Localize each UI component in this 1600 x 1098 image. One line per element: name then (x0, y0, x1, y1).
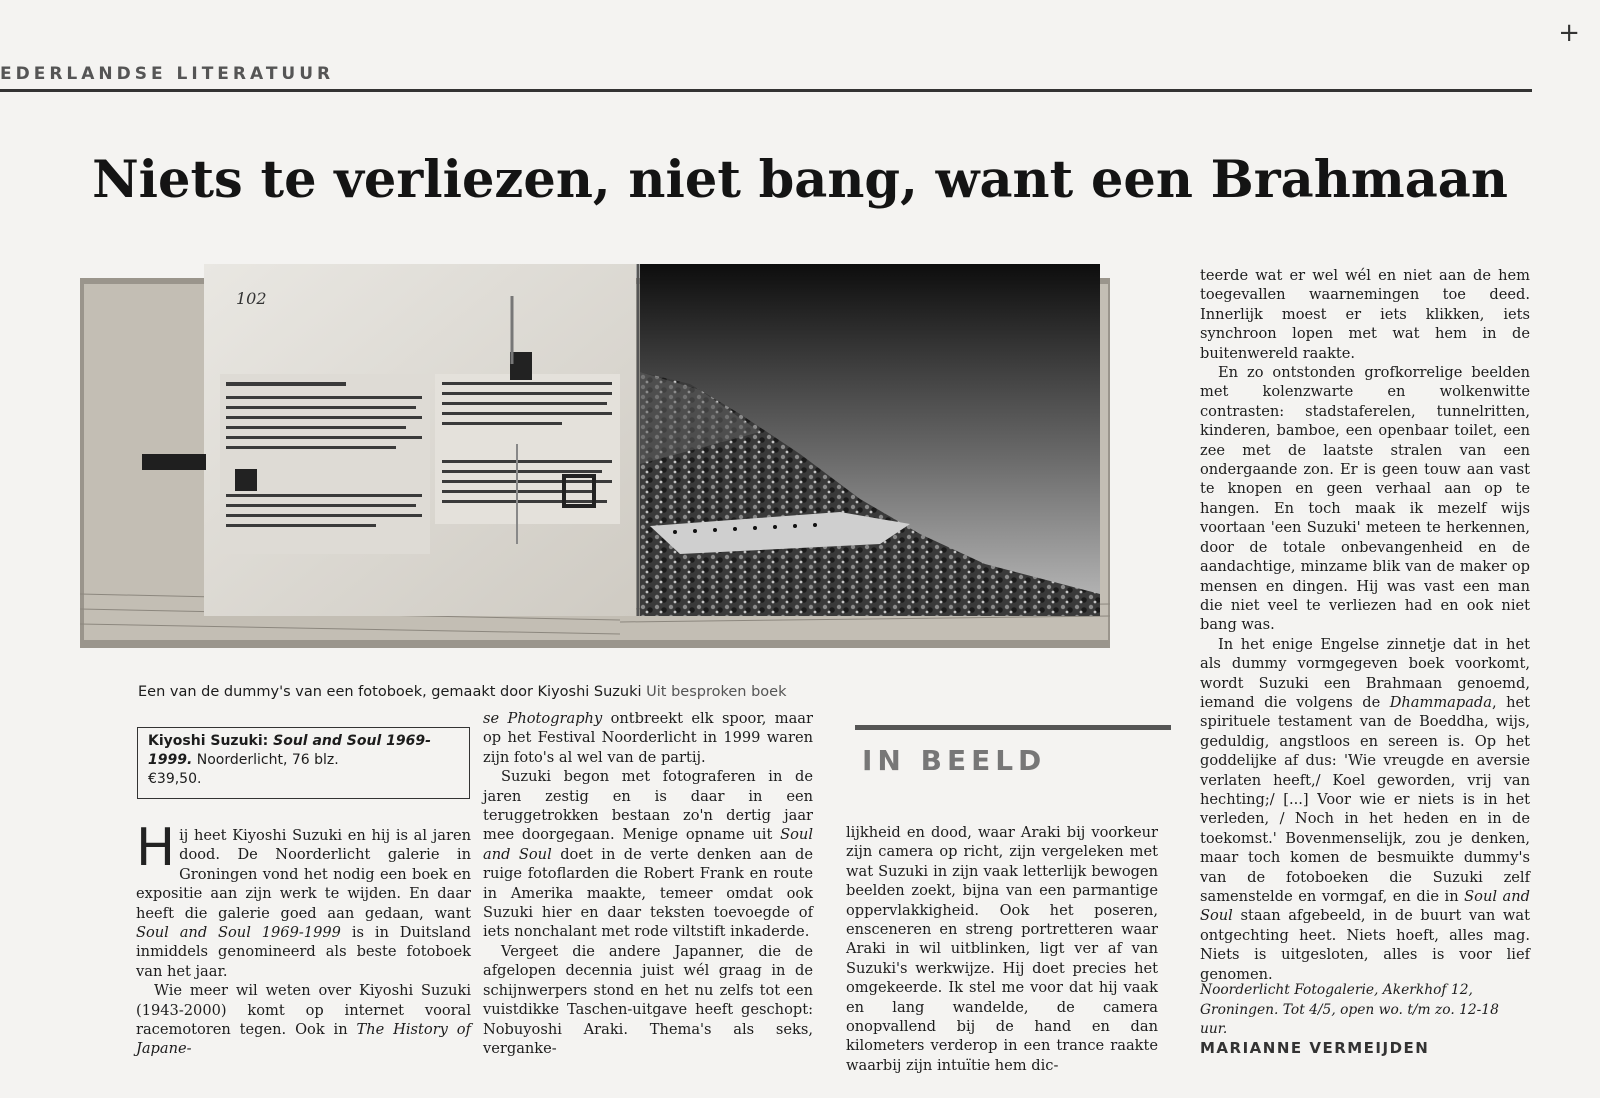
text-run: ij heet Kiyoshi Suzuki en hij is al jaren dood. De Noorderlicht galerie in Groningen vond het nodig een boek en expositie aan zijn werk te wijden. En daar heeft die galerie goed aan gedaan, want (136, 827, 471, 922)
text-run: , het spirituele testament van de Boeddha, wijs, geduldig, angstloos en sereen is. Op het goddelijke af dus: 'Wie vreugde en aversie verlaten heeft,/ Koel geworden, vrij van hechting;/ [...] Voor wie er niets is in het verleden, / Noch in het heden en in de toekomst.' Bovenmenselijk, zou je denken, maar toch komen de besmuikte dummy's van de fotoboeken die Suzuki zelf samenstelde en vormgaf, en die in (1200, 693, 1530, 905)
section-rule (0, 89, 1532, 92)
paragraph: lijkheid en dood, waar Araki bij voorkeur zijn camera op richt, zijn vergeleken met wat Suzuki in zijn vaak letterlijk bewogen beelden zoekt, bijna van een parmantige oppervlakkigheid. Ook het poseren, ensceneren en streng portretteren waar Araki in wil uitblinken, ligt ver af van Suzuki's werkwijze. Hij doet precies het omgekeerde. Ik stel me voor dat hij vaak en lang wandelde, de camera onopvallend bij de hand en dan kilometers verderop in een trance raakte waarbij zijn intuïtie hem dic- (846, 824, 1158, 1074)
headline: Niets te verliezen, niet bang, want een Brahmaan (92, 150, 1508, 210)
text-run: Soul and Soul (483, 826, 813, 863)
paragraph (136, 818, 471, 981)
text-run: Suzuki begon met fotograferen in de jaren zestig en is daar in een teruggetrokken bestaan zo'n dertig jaar mee doorgegaan. Menige opname uit (483, 768, 813, 844)
text-run: Soul and Soul 1969-1999 (136, 924, 341, 942)
book-author: Kiyoshi Suzuki: (148, 733, 274, 749)
book-price: €39,50. (148, 771, 202, 787)
paragraph: Vergeet die andere Japanner, die de afgelopen decennia juist wél graag in de schijnwerpers stond en het nu zelfs tot een vuistdikke Taschen-uitgave heeft geschopt: Nobuyoshi Araki. Thema's als seks, verganke- (483, 942, 813, 1057)
text-run: is in Duitsland inmiddels genomineerd als beste fotoboek van het jaar. (136, 924, 471, 980)
article-photo (80, 264, 1118, 650)
book-title: Soul and Soul 1969-1999. (148, 733, 431, 768)
text-run: Soul and Soul (1200, 888, 1530, 925)
in-beeld-rule (855, 725, 1171, 730)
in-beeld-label: IN BEELD (862, 744, 1047, 777)
book-details: Noorderlicht, 76 blz. (192, 752, 339, 768)
book-infobox (137, 727, 470, 799)
paragraph (483, 767, 813, 942)
article-column-3 (846, 823, 1158, 1075)
text-run: The History of Japane- (136, 1021, 471, 1058)
article-column-2 (483, 709, 813, 1058)
text-run: ontbreekt elk spoor, maar op het Festival Noorderlicht in 1999 waren zijn foto's al wel van de partij. (483, 710, 813, 766)
author-byline: MARIANNE VERMEIJDEN (1200, 1039, 1430, 1057)
text-run: se Photography (483, 710, 603, 727)
paragraph: teerde wat er wel wél en niet aan de hem toegevallen waarnemingen toe deed. Innerlijk moest er iets klikken, iets synchroon lopen met wat hem in de buitenwereld raakte. (1200, 267, 1530, 362)
section-header: EDERLANDSE LITERATUUR (0, 64, 335, 84)
text-run: staan afgebeeld, in de buurt van wat ontgechting heet. Niets hoeft, alles mag. Niets is uitgesloten, alles is voor lief genomen. (1200, 907, 1530, 983)
photo-caption (138, 684, 786, 700)
text-run: In het enige Engelse zinnetje dat in het als dummy vormgegeven boek voorkomt, wordt Suzuki een Brahmaan genoemd, iemand die volgens de (1200, 635, 1530, 711)
caption-text: Een van de dummy's van een fotoboek, gemaakt door Kiyoshi Suzuki (138, 684, 642, 700)
crop-mark: + (1558, 18, 1580, 48)
caption-source: Uit besproken boek (646, 684, 787, 700)
paragraph (136, 981, 471, 1059)
text-run: doet in de verte denken aan de ruige fotoflarden die Robert Frank en route in Amerika maakte, temeer omdat ook Suzuki hier en daar teksten toevoegde of iets nonchalant met rode viltstift inkaderde. (483, 845, 813, 941)
text-run: Dhammapada (1389, 693, 1492, 711)
text-run: Wie meer wil weten over Kiyoshi Suzuki (1943-2000) komt op internet vooral racemotoren tegen. Ook in (136, 982, 471, 1039)
paragraph (483, 709, 813, 767)
article-column-1 (136, 818, 471, 1059)
exhibition-info: Noorderlicht Fotogalerie, Akerkhof 12, Groningen. Tot 4/5, open wo. t/m zo. 12-18 uur. (1200, 982, 1499, 1037)
paragraph (1200, 635, 1530, 984)
photo-open-book (80, 264, 1118, 650)
svg-text:102: 102 (236, 289, 267, 308)
paragraph: En zo ontstonden grofkorrelige beelden met kolenzwarte en wolkenwitte contrasten: stadstaferelen, tunnelritten, kinderen, bamboe, een openbaar toilet, een zee met de laatste stralen van een ondergaande zon. Er is geen touw aan vast te knopen en geen verhaal aan op te hangen. En toch maak ik mezelf wijs voortaan 'een Suzuki' meteen te herkennen, door de totale onbevangenheid en de aandachtige, minzame blik van de maker op mensen en dingen. Hij was vast een man die niet veel te verliezen had en ook niet bang was. (1200, 364, 1530, 634)
drop-cap: H (136, 818, 176, 878)
article-column-4 (1200, 266, 1530, 984)
